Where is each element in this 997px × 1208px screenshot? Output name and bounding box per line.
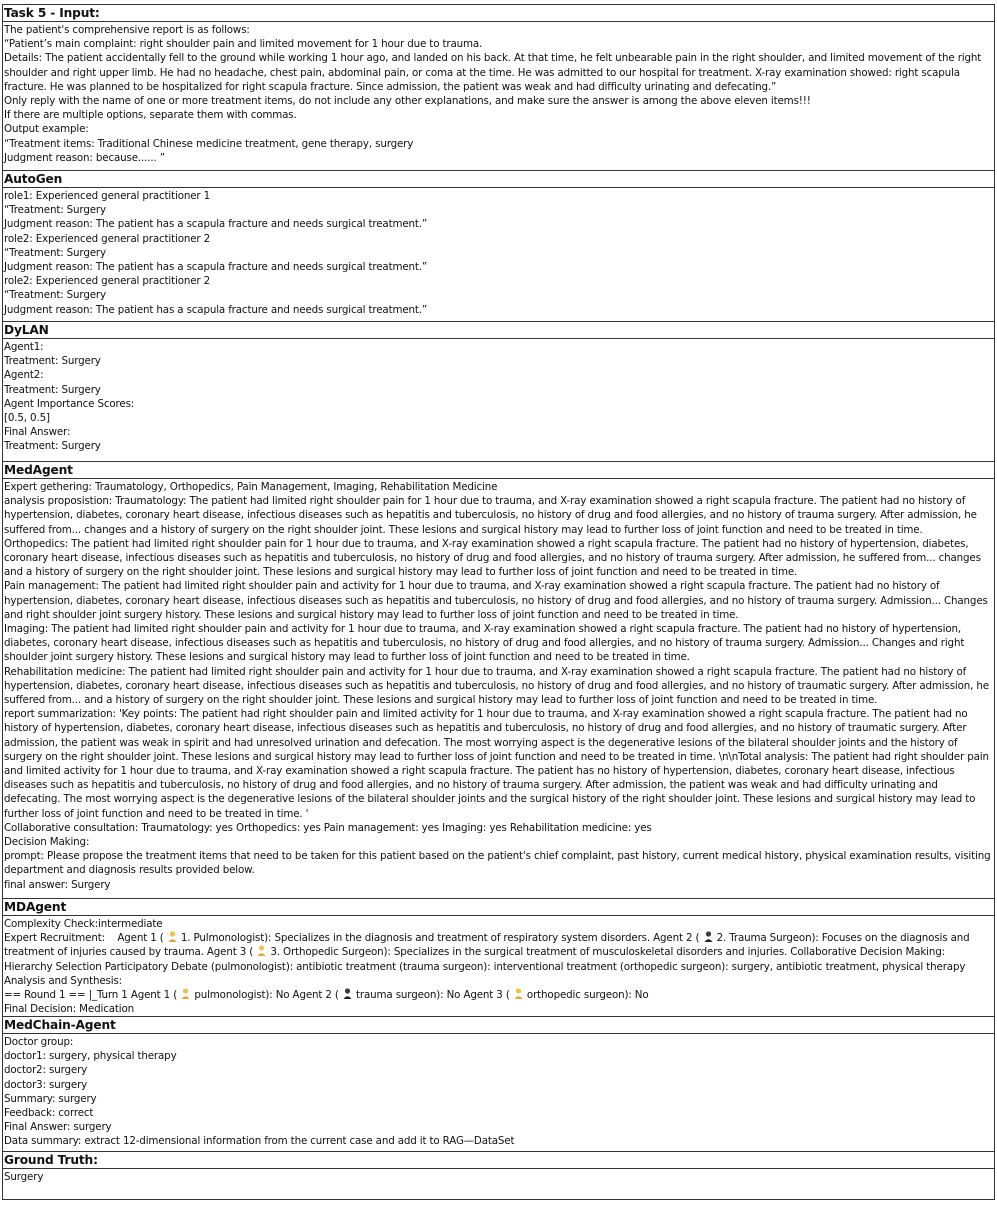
medagent-section <box>3 462 994 899</box>
text-line: Agent Importance Scores: <box>4 397 135 410</box>
text-line: Details: The patient accidentally fell to the ground while working 1 hour ago, and landed on his back. At that time, he felt unbearable pain in the right shoulder, and limited movement of the right shoulder and right upper limb. He had no headache, chest pain, abdominal pain, or coma at the time. He was admitted to our hospital for treatment. X-ray examination showed: right scapula fracture. He was planned to be hospitalized for right scapula fracture. Since admission, the patient was weak and had difficulty urinating and defecating.” <box>4 52 982 93</box>
text-line: analysis proposistion: Traumatology: The patient had limited right shoulder pain for 1 hour due to trauma, and X-ray examination showed a right scapula fracture. The patient had no history of hypertension, diabetes, coronary heart disease, infectious diseases such as hepatitis and tuberculosis, no history of drug and food allergies, and no history of trauma surgery. After admission, he suffered from... changes and a history of surgery on the right shoulder joint. These lesions and surgical history may lead to further loss of joint function and need to be treated in time. <box>4 495 977 536</box>
text-line: Analysis and Synthesis: <box>4 974 123 987</box>
text-line: The patient's comprehensive report is as follows: <box>4 24 250 36</box>
text-span: == Round 1 == |_Turn 1 Agent 1 ( <box>4 989 181 1002</box>
section-body <box>3 22 994 170</box>
text-line: Treatment: Surgery <box>4 383 101 396</box>
text-span: 1. Pulmonologist): Specializes in the diagnosis and treatment of respiratory system disorders. Agent 2 ( <box>177 932 703 945</box>
text-line: doctor1: surgery, physical therapy <box>4 1050 177 1063</box>
text-line: Judgment reason: The patient has a scapula fracture and needs surgical treatment.” <box>4 218 428 231</box>
section-header: DyLAN <box>3 322 994 339</box>
text-span: trauma surgeon): No Agent 3 ( <box>352 989 513 1002</box>
text-span: 2. Trauma Surgeon): Focuses on the diagnosis and treatment of injuries caused by trauma. Agent 3 ( <box>4 932 970 959</box>
doctor-emoji-icon <box>257 945 266 956</box>
text-line: final answer: Surgery <box>4 878 111 891</box>
dylan-section <box>3 322 994 462</box>
text-line: If there are multiple options, separate them with commas. <box>4 109 297 122</box>
text-line: Doctor group: <box>4 1036 74 1048</box>
text-line: report summarization: 'Key points: The patient had right shoulder pain and limited activity for 1 hour due to trauma, and X-ray examination showed a right scapula fracture. The patient had no history of hypertension, diabetes, coronary heart disease, infectious diseases such as hepatitis and tuberculosis, no history of drug and food allergies, and no history of traumatic surgery. After admission, the patient was weak in spirit and had unresolved urination and defecation. The most worrying aspect is the degenerative lesions of the bilateral shoulder joints and the history of surgery on the right shoulder joint. These lesions and surgical history may lead to further loss of joint function and need to be treated in time. \n\nTotal analysis: The patient had right shoulder pain and limited activity for 1 hour due to trauma, and X-ray examination showed a right scapula fracture. The patient has no history of hypertension, diabetes, coronary heart disease, infectious diseases such as hepatitis and tuberculosis, no history of drug and food allergies, and no history of trauma surgery. After admission, the patient was weak and had difficulty urinating and defecating. The most worrying aspect is the degenerative lesions of the bilateral shoulder joints and the surgical history of the right shoulder joint. These lesions and surgical history may lead to further loss of joint function and need to be treated in time. ' <box>4 708 989 820</box>
text-line: Summary: surgery <box>4 1092 97 1105</box>
text-line: role1: Experienced general practitioner 1 <box>4 190 211 202</box>
text-line: Orthopedics: The patient had limited right shoulder pain for 1 hour due to trauma, and X-ray examination showed a right scapula fracture. The patient had no history of hypertension, diabetes, coronary heart disease, infectious diseases such as hepatitis and tuberculosis, no history of drug and food allergies, and no history of trauma surgery. After admission, he suffered from... changes and a history of surgery on the right shoulder joint. These lesions and surgical history may lead to further loss of joint function and need to be treated in time. <box>4 537 981 579</box>
text-line: Feedback: correct <box>4 1107 94 1120</box>
section-body <box>3 1169 994 1199</box>
text-line: “Treatment items: Traditional Chinese medicine treatment, gene therapy, surgery <box>4 137 414 150</box>
text-line <box>4 931 992 974</box>
section-body <box>3 916 994 1016</box>
doctor-emoji-icon <box>514 988 523 999</box>
section-body <box>3 1034 994 1151</box>
doctor-dark-emoji-icon <box>343 988 352 999</box>
text-span: 3. Orthopedic Surgeon): Specializes in the surgical treatment of musculoskeletal disorders and injuries. Collaborative Decision Making: Hierarchy Selection Participatory Debate (pulmonologist): antibiotic treatment (trauma surgeon): interventional treatment (orthopedic surgeon): surgery, antibiotic treatment, physical therapy <box>4 946 966 973</box>
text-line: Complexity Check:intermediate <box>4 918 163 930</box>
text-span: orthopedic surgeon): No <box>523 989 649 1002</box>
text-line: role2: Experienced general practitioner 2 <box>4 275 211 288</box>
section-body <box>3 479 994 898</box>
section-header: MedAgent <box>3 462 994 479</box>
ground-truth-section <box>3 1152 994 1200</box>
text-line: Data summary: extract 12-dimensional information from the current case and add it to RAG—DataSet <box>4 1135 515 1148</box>
text-line: Collaborative consultation: Traumatology: yes Orthopedics: yes Pain management: yes Imaging: yes Rehabilitation medicine: yes <box>4 821 652 834</box>
text-line: prompt: Please propose the treatment items that need to be taken for this patient based on the patient's chief complaint, past history, current medical history, physical examination results, visiting department and diagnosis results provided below. <box>4 850 991 877</box>
text-line: Judgment reason: because...... ” <box>4 151 165 164</box>
doctor-dark-emoji-icon <box>704 931 713 942</box>
text-line: Agent1: <box>4 341 44 353</box>
text-line: Only reply with the name of one or more treatment items, do not include any other explanations, and make sure the answer is among the above eleven items!!! <box>4 95 811 108</box>
text-line: doctor2: surgery <box>4 1064 88 1077</box>
text-line: Final Answer: surgery <box>4 1121 112 1134</box>
text-line: role2: Experienced general practitioner 2 <box>4 232 211 245</box>
text-line: Output example: <box>4 123 89 136</box>
text-line: Rehabilitation medicine: The patient had limited right shoulder pain and activity for 1 hour due to trauma, and X-ray examination showed a right scapula fracture. The patient had no history of hypertension, diabetes, coronary heart disease, infectious diseases such as hepatitis and tuberculosis, no history of drug and food allergies, and no history of traumatic surgery. After admission, he suffered from... and a history of surgery on the right shoulder joint. These lesions and surgical history may lead to further loss of joint function and need to be treated in time. <box>4 665 989 707</box>
mdagent-section <box>3 899 994 1017</box>
doctor-emoji-icon <box>181 988 190 999</box>
text-line: Expert gethering: Traumatology, Orthopedics, Pain Management, Imaging, Rehabilitation Medicine <box>4 481 498 493</box>
text-line: Final Decision: Medication <box>4 1003 134 1016</box>
section-header: AutoGen <box>3 171 994 188</box>
text-line: Pain management: The patient had limited right shoulder pain and activity for 1 hour due to trauma, and X-ray examination showed a right scapula fracture. The patient had no history of hypertension, diabetes, coronary heart disease, infectious diseases such as hepatitis and tuberculosis, no history of drug and food allergies, and no history of trauma surgery. Admission... Changes and right shoulder joint surgery history. These lesions and surgical history may lead to further loss of joint function and need to be treated in time. <box>4 580 988 621</box>
section-header: MDAgent <box>3 899 994 916</box>
text-line: “Treatment: Surgery <box>4 204 106 217</box>
text-line: [0.5, 0.5] <box>4 412 50 425</box>
autogen-section <box>3 171 994 322</box>
section-body <box>3 188 994 321</box>
text-span: Expert Recruitment: Agent 1 ( <box>4 932 167 945</box>
section-header: Ground Truth: <box>3 1152 994 1169</box>
text-line <box>4 988 992 1002</box>
task-input-section <box>3 5 994 171</box>
text-line: “Treatment: Surgery <box>4 289 106 302</box>
text-line: Surgery <box>4 1171 44 1183</box>
text-line: “Treatment: Surgery <box>4 246 106 259</box>
section-header: Task 5 - Input: <box>3 5 994 22</box>
text-line: “Patient’s main complaint: right shoulder pain and limited movement for 1 hour due to trauma. <box>4 38 483 51</box>
comparison-document <box>2 4 995 1200</box>
text-line: Judgment reason: The patient has a scapula fracture and needs surgical treatment.” <box>4 303 428 316</box>
section-header: MedChain-Agent <box>3 1017 994 1034</box>
text-line: Treatment: Surgery <box>4 440 101 453</box>
text-span: pulmonologist): No Agent 2 ( <box>191 989 342 1002</box>
text-line: Final Answer: <box>4 426 71 439</box>
text-line: Agent2: <box>4 369 44 382</box>
text-line: Judgment reason: The patient has a scapula fracture and needs surgical treatment.” <box>4 261 428 274</box>
text-line: Treatment: Surgery <box>4 355 101 368</box>
text-line: Decision Making: <box>4 836 90 849</box>
doctor-emoji-icon <box>168 931 177 942</box>
text-line: Imaging: The patient had limited right shoulder pain and activity for 1 hour due to trauma, and X-ray examination showed a right scapula fracture. The patient had no history of hypertension, diabetes, coronary heart disease, infectious diseases such as hepatitis and tuberculosis, no history of drug and food allergies, and no history of trauma surgery. Admission... Changes and right shoulder joint surgery history. These lesions and surgical history may lead to further loss of joint function and need to be treated in time. <box>4 623 965 664</box>
medchain-agent-section <box>3 1017 994 1152</box>
text-line: doctor3: surgery <box>4 1078 88 1091</box>
section-body <box>3 339 994 461</box>
